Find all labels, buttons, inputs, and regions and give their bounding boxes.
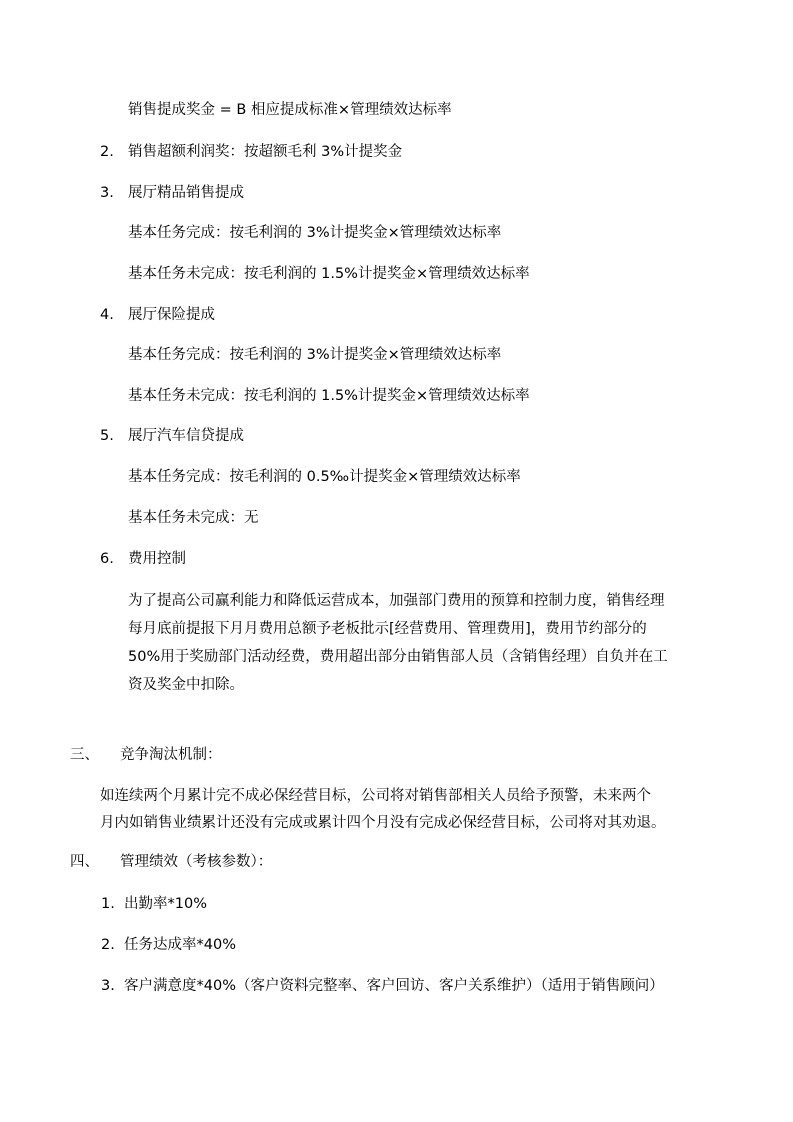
section-number: 四、 [70,854,99,870]
item-title: 展厅精品销售提成 [128,185,244,201]
item-line: 基本任务未完成：按毛利润的 1.5%计提奖金×管理绩效达标率 [128,388,530,404]
list-item: 客户满意度*40%（客户资料完整率、客户回访、客户关系维护）（适用于销售顾问） [124,978,664,994]
formula-line: 销售提成奖金 = B 相应提成标准×管理绩效达标率 [128,102,452,118]
item-line: 基本任务完成：按毛利润的 0.5‰计提奖金×管理绩效达标率 [128,469,521,485]
item-number: 6. [100,551,114,567]
list-item: 出勤率*10% [124,896,207,912]
item-number: 2. [100,144,114,160]
section-title: 管理绩效（考核参数）： [120,854,273,870]
item-title: 销售超额利润奖：按超额毛利 3%计提奖金 [128,144,403,160]
list-number: 1. [101,896,115,912]
paragraph-line: 月内如销售业绩累计还没有完成或累计四个月没有完成必保经营目标，公司将对其劝退。 [100,815,666,831]
item-line: 基本任务完成：按毛利润的 3%计提奖金×管理绩效达标率 [128,225,502,241]
list-number: 3. [101,978,115,994]
list-item: 任务达成率*40% [124,937,236,953]
paragraph-line: 如连续两个月累计完不成必保经营目标，公司将对销售部相关人员给予预警，未来两个 [100,788,651,804]
section-title: 竞争淘汰机制： [120,747,222,763]
item-line: 基本任务完成：按毛利润的 3%计提奖金×管理绩效达标率 [128,347,502,363]
item-number: 3. [100,185,114,201]
section-number: 三、 [70,747,99,763]
item-title: 费用控制 [128,551,186,567]
paragraph-line: 每月底前提报下月月费用总额予老板批示[经营费用、管理费用]，费用节约部分的 [128,621,647,637]
paragraph-line: 为了提高公司赢利能力和降低运营成本，加强部门费用的预算和控制力度，销售经理 [128,593,665,609]
item-number: 4. [100,307,114,323]
item-line: 基本任务未完成：无 [128,510,259,526]
paragraph-line: 50%用于奖励部门活动经费，费用超出部分由销售部人员（含销售经理）自负并在工 [128,649,668,665]
list-number: 2. [101,937,115,953]
item-number: 5. [100,428,114,444]
item-title: 展厅汽车信贷提成 [128,428,244,444]
item-title: 展厅保险提成 [128,307,215,323]
item-line: 基本任务未完成：按毛利润的 1.5%计提奖金×管理绩效达标率 [128,266,530,282]
paragraph-line: 资及奖金中扣除。 [128,677,244,693]
